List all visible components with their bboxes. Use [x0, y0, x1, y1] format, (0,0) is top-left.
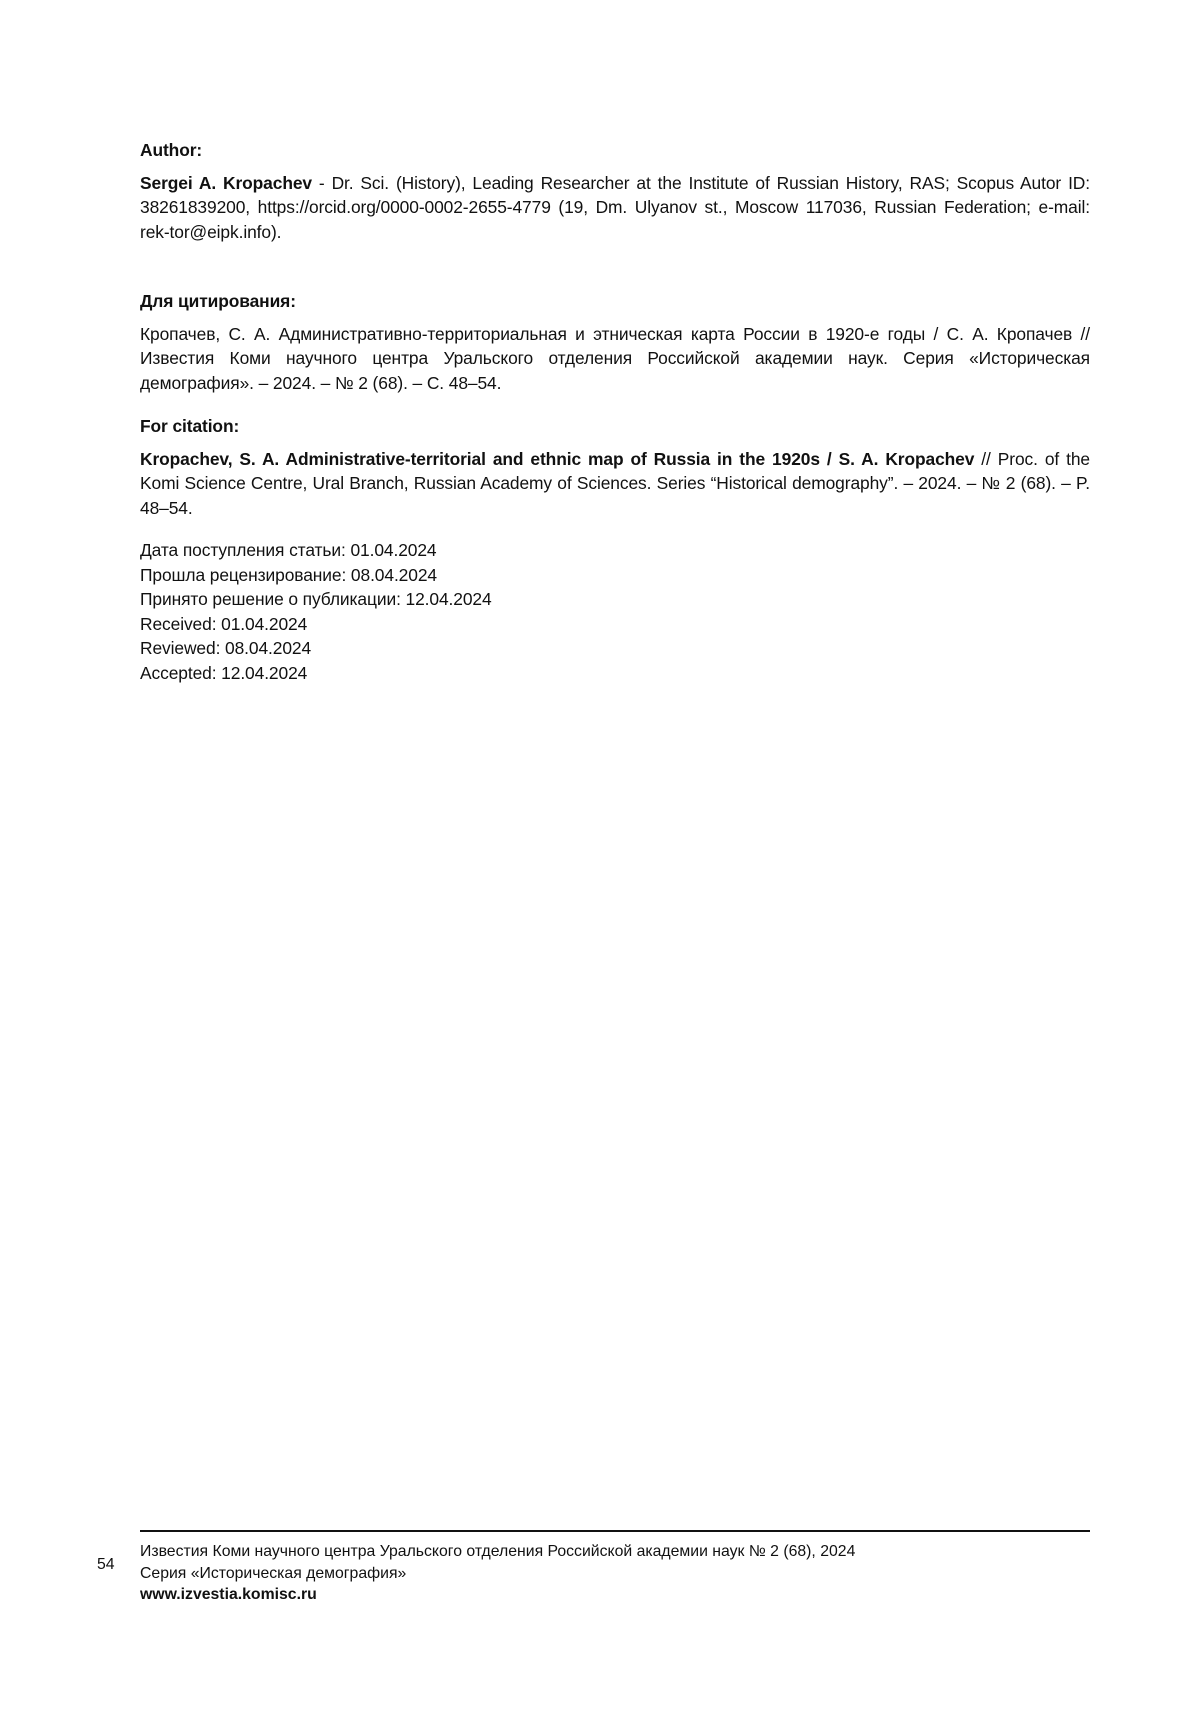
article-dates [140, 538, 1090, 685]
citation-ru-text: Кропачев, С. А. Административно-территориальная и этническая карта России в 1920-е годы / С. А. Кропачев // Известия Коми научного центра Уральского отделения Российской академии наук. Серия «Историческая демография». – 2024. – № 2 (68). – С. 48–54. [140, 323, 1090, 393]
author-heading: Author: [140, 140, 203, 160]
author-name: Sergei A. Kropachev [140, 172, 312, 193]
date-received-ru: Дата поступления статьи: 01.04.2024 [140, 540, 437, 560]
date-reviewed-ru: Прошла рецензирование: 08.04.2024 [140, 564, 437, 585]
citation-en-heading: For citation: [140, 416, 240, 436]
citation-ru-heading: Для цитирования: [140, 291, 296, 311]
citation-en-bold: Kropachev, S. A. Administrative-territorial and ethnic map of Russia in the 1920s / S. A. Kropachev [140, 448, 975, 469]
citation-en-rest: // Proc. of the Komi Science Centre, Ural Branch, Russian Academy of Sciences. Series “Historical demography”. – 2024. – № 2 (68). – P. 48–54. [140, 448, 1090, 518]
citation-en-paragraph [140, 447, 1090, 521]
page-number: 54 [97, 1556, 115, 1573]
date-accepted-en: Accepted: 12.04.2024 [140, 662, 308, 683]
author-details: - Dr. Sci. (History), Leading Researcher at the Institute of Russian History, RAS; Scopus Autor ID: 38261839200, https://orcid.org/0000-0002-2655-4779 (19, Dm. Ulyanov st., Moscow 117036, Russian Federation; e-mail: rek-tor@eipk.info). [140, 172, 1090, 242]
citation-en-section [140, 414, 1090, 520]
date-reviewed-en: Reviewed: 08.04.2024 [140, 638, 312, 658]
footer-url[interactable]: www.izvestia.komisc.ru [140, 1586, 317, 1603]
footer-series: Серия «Историческая демография» [140, 1564, 407, 1582]
citation-ru-section [140, 289, 1090, 395]
date-received-en: Received: 01.04.2024 [140, 613, 308, 634]
footer-journal: Известия Коми научного центра Уральского отделения Российской академии наук № 2 (68), 2024 [140, 1543, 856, 1560]
page-footer [140, 1541, 1040, 1606]
footer-divider [140, 1530, 1090, 1532]
author-paragraph [140, 171, 1090, 245]
author-section [140, 138, 1090, 244]
date-accepted-ru: Принято решение о публикации: 12.04.2024 [140, 589, 492, 609]
